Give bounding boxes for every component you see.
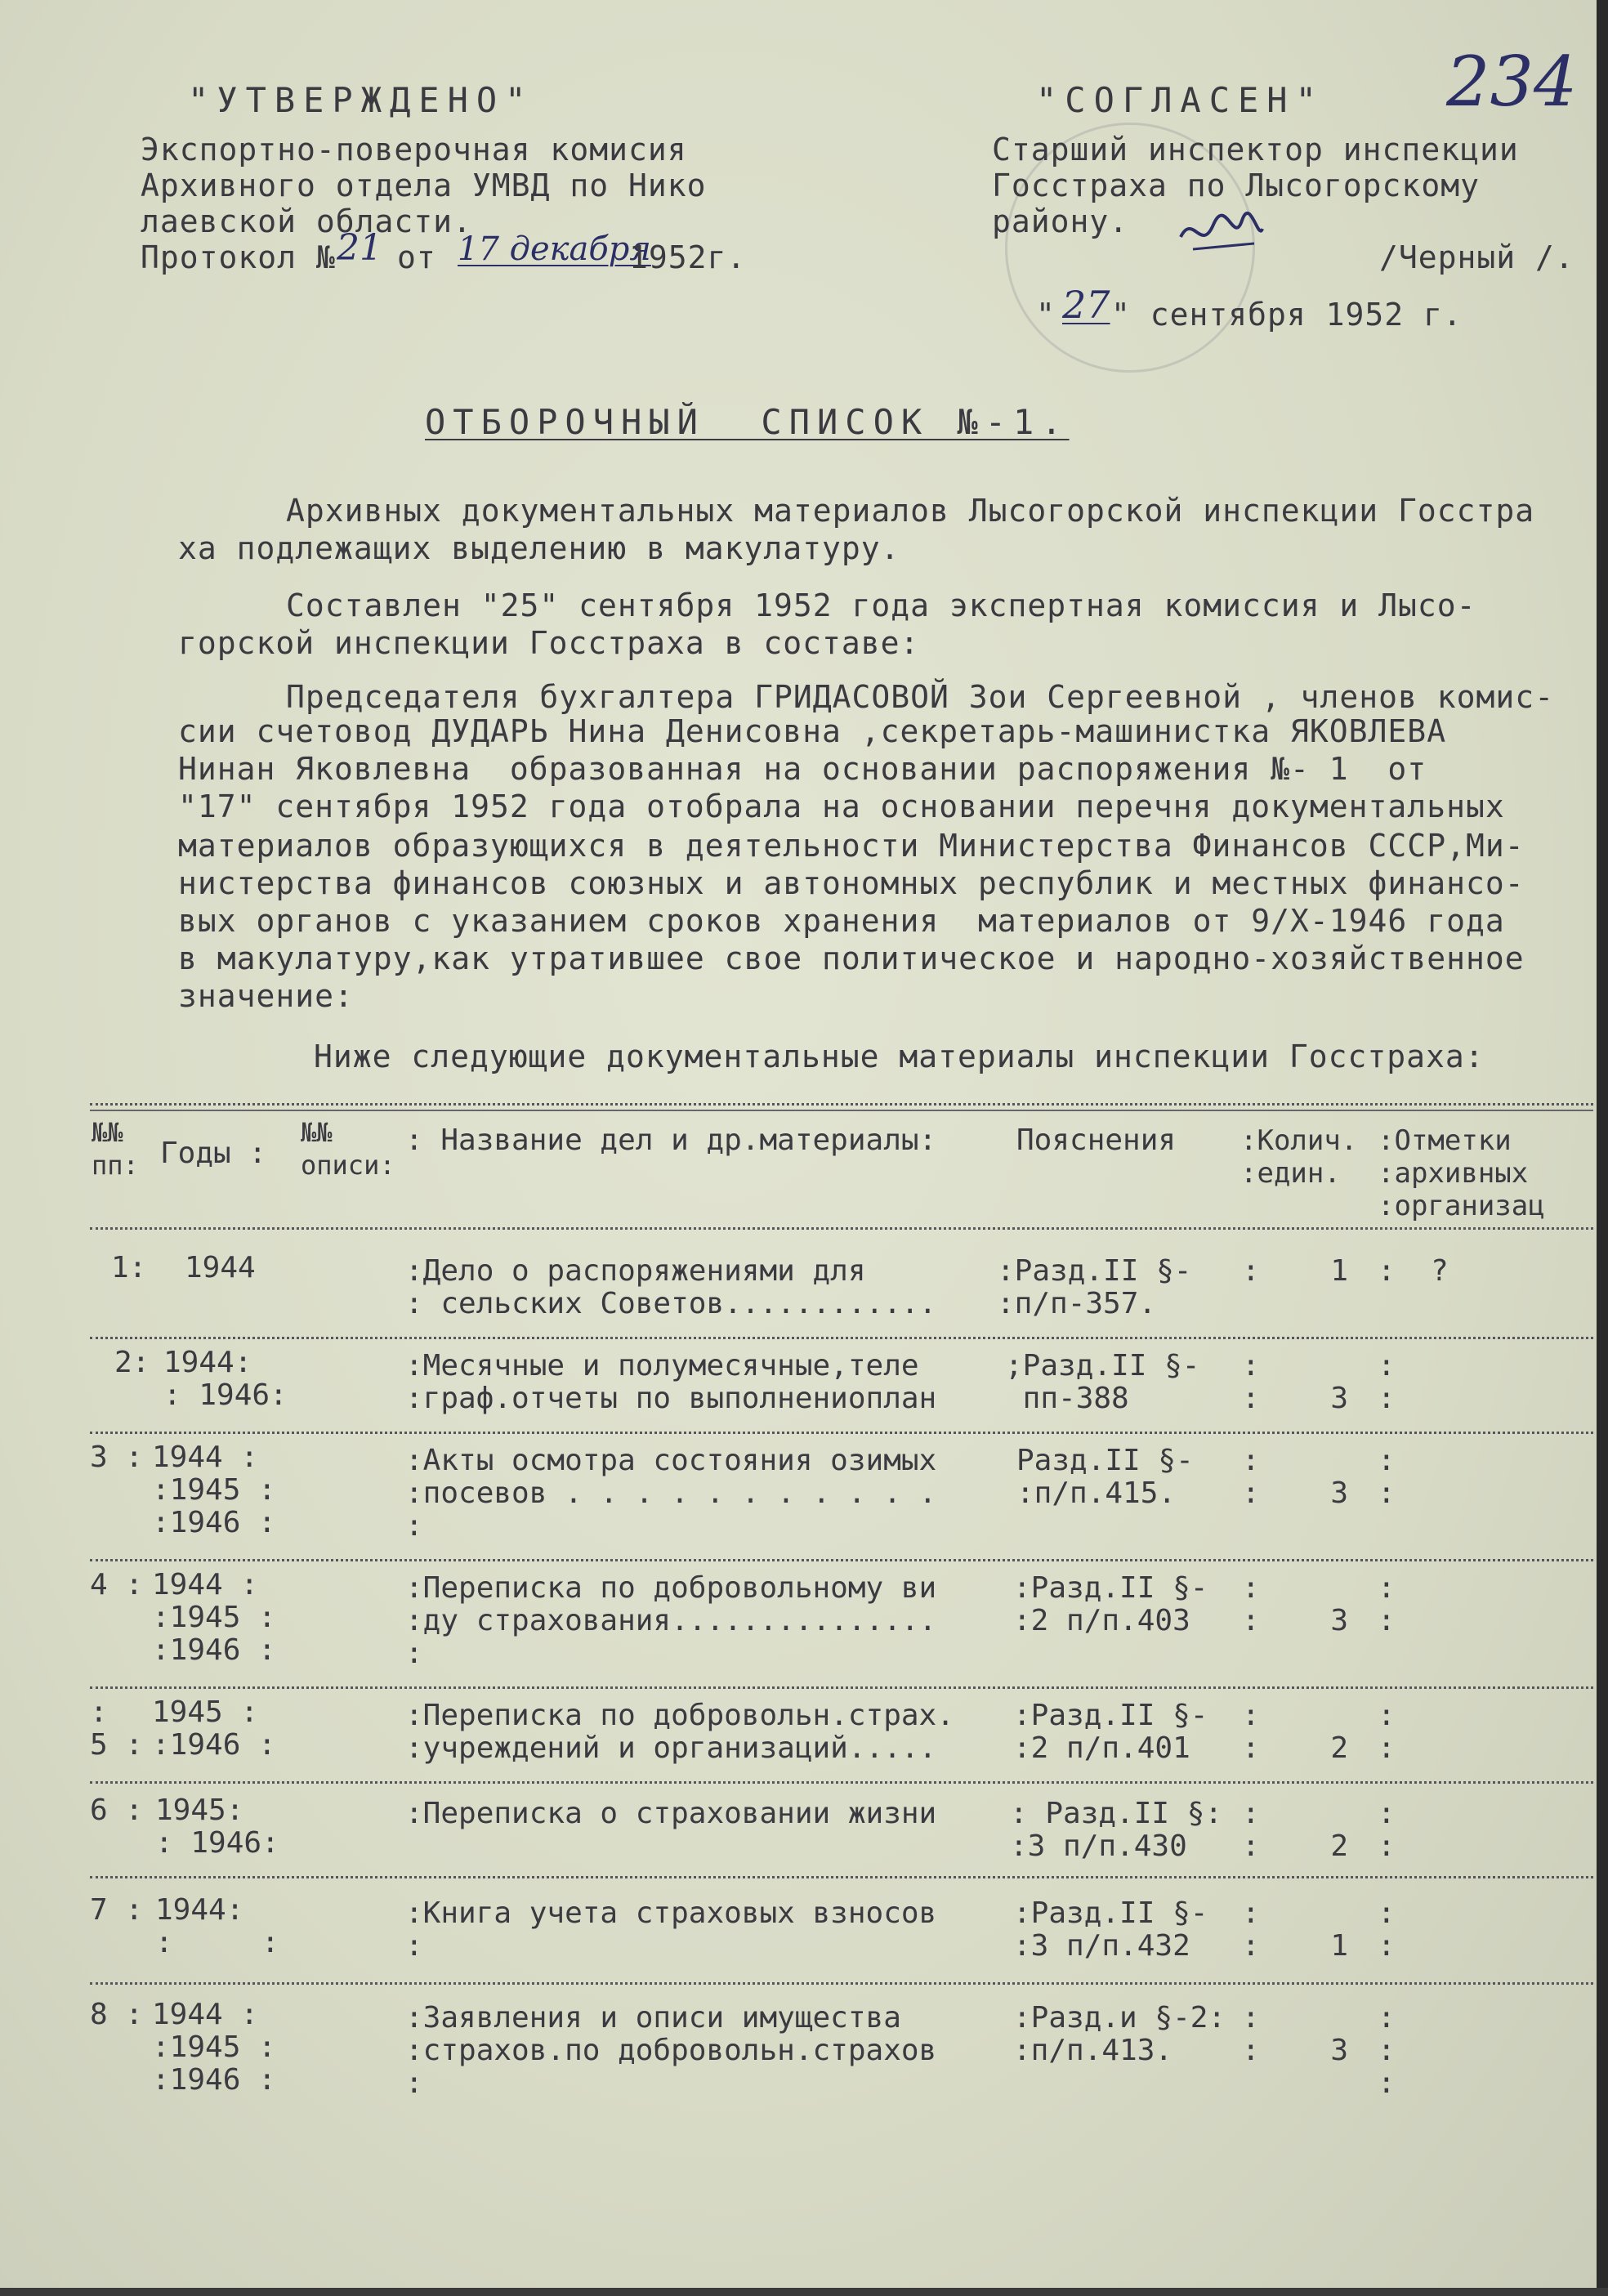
agreed-line1: Старший инспектор инспекции <box>992 132 1519 168</box>
row6-expl: : Разд.II §: :3 п/п.430 <box>1010 1797 1223 1863</box>
row6-num: 6 : <box>90 1793 144 1827</box>
table-top-rule <box>90 1103 1593 1106</box>
row3-mark: : : <box>1378 1444 1396 1510</box>
row2-qty: : : 3 <box>1242 1349 1349 1415</box>
scan-edge-right <box>1597 0 1608 2296</box>
header-marks: :Отметки :архивных :организац <box>1378 1124 1545 1222</box>
agreed-line3: району. <box>992 203 1129 239</box>
protocol-from: от <box>397 239 436 275</box>
intro-line-13: значение: <box>178 978 354 1014</box>
header-opis: №№ описи: <box>301 1117 395 1181</box>
row5-num: : 5 : <box>90 1695 144 1762</box>
row1-expl: :Разд.II §- :п/п-357. <box>997 1254 1192 1320</box>
row-rule <box>90 1559 1593 1561</box>
intro-line-7: Нинан Яковлевна образованная на основании распоряжения №- 1 от <box>178 751 1427 787</box>
row-rule <box>90 1781 1593 1784</box>
row8-years: 1944 : :1945 : :1946 : <box>152 1998 276 2097</box>
row-rule <box>90 1982 1593 1985</box>
scan-edge-bottom <box>0 2288 1608 2296</box>
row2-mark: : : <box>1378 1349 1396 1415</box>
page-number: 234 <box>1446 42 1578 122</box>
row3-name: :Акты осмотра состояния озимых :посевов . . . . . . . . . . . : <box>405 1444 937 1543</box>
approved-line1: Экспортно-поверочная комисия <box>141 132 687 168</box>
row5-years: 1945 : :1946 : <box>152 1695 276 1762</box>
agreed-date-open: " <box>1036 297 1056 333</box>
row-rule <box>90 1876 1593 1878</box>
intro-line-12: в макулатуру,как утратившее свое политическое и народно-хозяйственное <box>178 940 1525 976</box>
row4-mark: : : <box>1378 1571 1396 1637</box>
protocol-label: Протокол № <box>141 239 336 275</box>
row-rule <box>90 1432 1593 1434</box>
intro-line-10: нистерства финансов союзных и автономных республик и местных финансо- <box>178 865 1525 901</box>
protocol-number: 21 <box>337 227 382 269</box>
header-bottom-rule <box>90 1227 1593 1230</box>
agreed-line2: Госстраха по Лысогорскому <box>992 168 1480 203</box>
row3-years: 1944 : :1945 : :1946 : <box>152 1441 276 1539</box>
header-name: : Название дел и др.материалы: <box>405 1123 937 1157</box>
intro-line-14: Ниже следующие документальные материалы инспекции Госстраха: <box>314 1039 1485 1074</box>
row2-name: :Месячные и полумесячные,теле :граф.отчеты по выполнениоплан <box>405 1349 937 1415</box>
row2-expl: ;Разд.II §- пп-388 <box>1005 1349 1200 1415</box>
row7-qty: : : 1 <box>1242 1896 1349 1963</box>
row7-name: :Книга учета страховых взносов : <box>405 1896 937 1963</box>
agreed-name: /Черный /. <box>1379 239 1574 275</box>
row3-num: 3 : <box>90 1441 144 1474</box>
row5-expl: :Разд.II §- :2 п/п.401 <box>1013 1699 1208 1765</box>
intro-line-6: сии счетовод ДУДАРЬ Нина Денисовна ,секретарь-машинистка ЯКОВЛЕВА <box>178 713 1447 749</box>
intro-line-3: Составлен "25" сентября 1952 года экспертная комиссия и Лысо- <box>286 587 1476 623</box>
row1-num: 1: <box>111 1251 147 1284</box>
approved-line3: лаевской области. <box>141 203 472 239</box>
row8-name: :Заявления и описи имущества :страхов.по добровольн.страхов : <box>405 2001 937 2100</box>
row1-mark: : ? <box>1378 1254 1449 1288</box>
row8-expl: :Разд.и §-2: :п/п.413. <box>1013 2001 1226 2067</box>
row1-name: :Дело о распоряжениями для : сельских Советов............ <box>405 1254 937 1320</box>
header-num: №№ пп: <box>92 1117 139 1181</box>
row4-qty: : : 3 <box>1242 1571 1349 1637</box>
row-rule <box>90 1686 1593 1689</box>
header-qty: :Колич. :един. <box>1240 1124 1358 1190</box>
row4-years: 1944 : :1945 : :1946 : <box>152 1568 276 1667</box>
intro-line-8: "17" сентября 1952 года отобрала на основании перечня документальных <box>178 788 1505 824</box>
row-rule <box>90 1337 1593 1339</box>
row2-num: 2: <box>114 1346 150 1379</box>
row7-num: 7 : <box>90 1893 144 1927</box>
doc-title: ОТБОРОЧНЫЙ СПИСОК №-1. <box>425 402 1070 442</box>
signature-mark <box>1177 204 1266 261</box>
row1-qty: : 1 <box>1242 1254 1349 1288</box>
protocol-year: 1952г. <box>629 239 747 275</box>
approved-title: "УТВЕРЖДЕНО" <box>188 80 534 120</box>
row4-name: :Переписка по добровольному ви :ду страхования............... : <box>405 1571 937 1670</box>
row7-expl: :Разд.II §- :3 п/п.432 <box>1013 1896 1208 1963</box>
row8-qty: : : 3 <box>1242 2001 1349 2067</box>
header-expl: Пояснения <box>1016 1123 1177 1157</box>
row4-num: 4 : <box>90 1568 144 1601</box>
agreed-date-day: 27 <box>1062 283 1110 327</box>
intro-line-2: ха подлежащих выделению в макулатуру. <box>178 530 900 566</box>
row8-mark: : : : <box>1378 2001 1396 2100</box>
intro-line-9: материалов образующихся в деятельности Министерства Финансов СССР,Ми- <box>178 828 1525 864</box>
row5-name: :Переписка по добровольн.страх. :учреждений и организаций..... <box>405 1699 954 1765</box>
intro-line-11: вых органов с указанием сроков хранения материалов от 9/Х-1946 года <box>178 903 1505 939</box>
protocol-date: 17 декабря <box>458 230 651 268</box>
row3-qty: : : 3 <box>1242 1444 1349 1510</box>
approved-line2: Архивного отдела УМВД по Нико <box>141 168 707 203</box>
row7-mark: : : <box>1378 1896 1396 1963</box>
row8-num: 8 : <box>90 1998 144 2031</box>
row6-mark: : : <box>1378 1797 1396 1863</box>
agreed-date-rest: " сентября 1952 г. <box>1111 297 1463 333</box>
row5-qty: : : 2 <box>1242 1699 1349 1765</box>
intro-line-4: горской инспекции Госстраха в составе: <box>178 625 920 661</box>
intro-line-1: Архивных документальных материалов Лысогорской инспекции Госстра <box>286 493 1535 529</box>
row1-years: 1944 <box>185 1251 256 1284</box>
row7-years: 1944: : : <box>155 1893 279 1959</box>
row5-mark: : : <box>1378 1699 1396 1765</box>
row6-qty: : : 2 <box>1242 1797 1349 1863</box>
row6-name: :Переписка о страховании жизни <box>405 1797 937 1830</box>
row4-expl: :Разд.II §- :2 п/п.403 <box>1013 1571 1208 1637</box>
agreed-title: "СОГЛАСЕН" <box>1036 80 1324 120</box>
header-years: Годы : <box>160 1137 267 1170</box>
table-top-rule-2 <box>90 1110 1593 1111</box>
row3-expl: Разд.II §- :п/п.415. <box>1016 1444 1194 1510</box>
row2-years: 1944: : 1946: <box>163 1346 288 1412</box>
row6-years: 1945: : 1946: <box>155 1793 279 1860</box>
intro-line-5: Председателя бухгалтера ГРИДАСОВОЙ Зои Сергеевной , членов комис- <box>286 679 1555 715</box>
